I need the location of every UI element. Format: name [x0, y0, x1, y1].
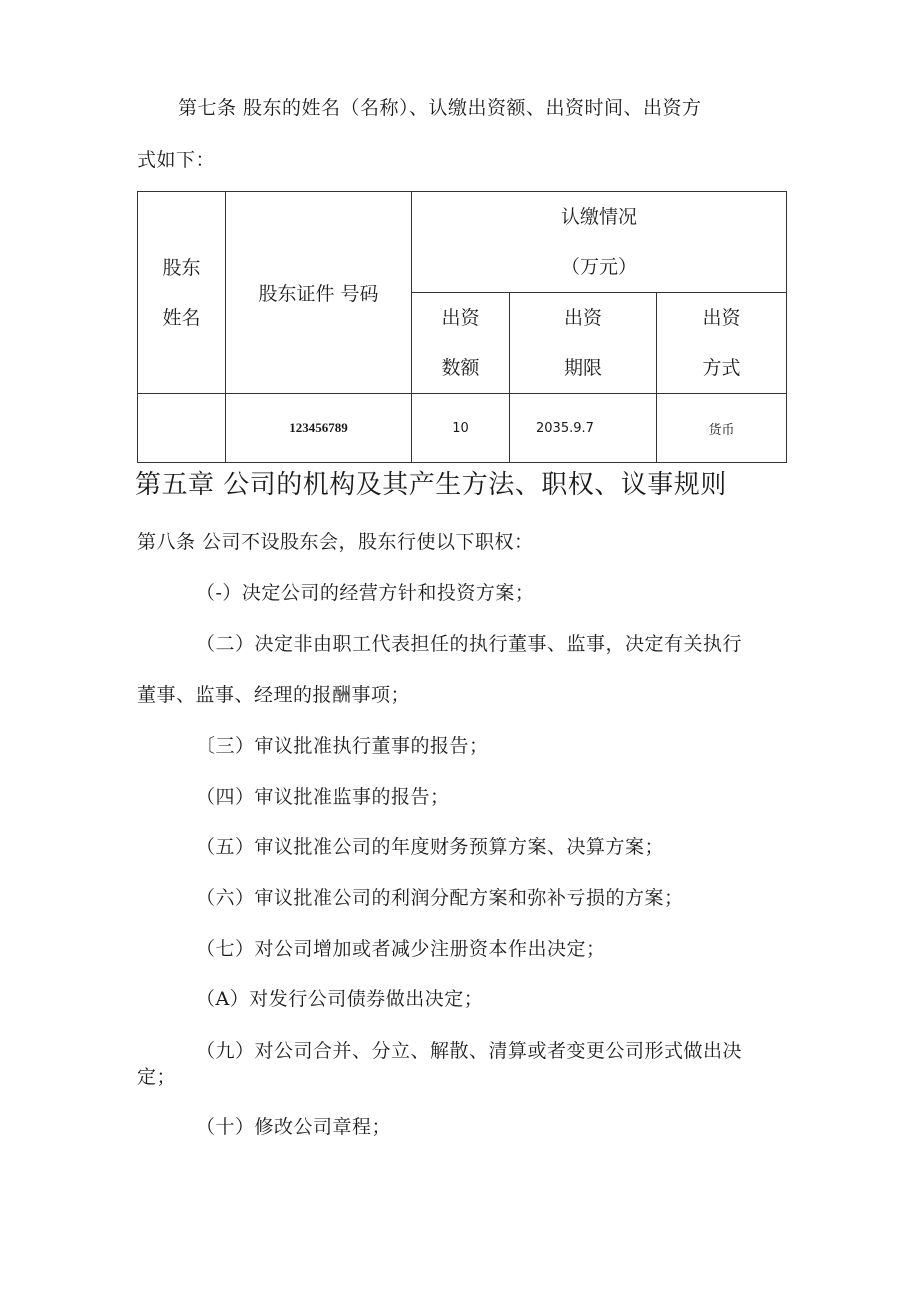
header-subscription: 认缴情况 （万元）	[412, 192, 787, 293]
cell-method: 货币	[657, 394, 787, 463]
article-8-item-8: （A）对发行公司债券做出决定；	[196, 988, 484, 1010]
article-7-line-2: 式如下：	[137, 149, 216, 171]
article-8-intro: 第八条 公司不设股东会，股东行使以下职权：	[137, 531, 534, 553]
article-8-item-2: （二）决定非由职工代表担任的执行董事、监事，决定有关执行	[196, 633, 743, 655]
article-8-item-10: （十）修改公司章程；	[196, 1116, 392, 1138]
article-8-item-6: （六）审议批准公司的利润分配方案和弥补亏损的方案；	[196, 887, 684, 909]
shareholder-table	[137, 191, 787, 463]
article-8-item-2-cont: 董事、监事、经理的报酬事项；	[137, 684, 411, 706]
article-8-item-4: （四）审议批准监事的报告；	[196, 786, 450, 808]
cell-amount: 10	[412, 394, 510, 463]
article-8-item-7: （七）对公司增加或者减少注册资本作出决定；	[196, 938, 606, 960]
header-shareholder-name: 股东 姓名	[138, 192, 226, 394]
header-method: 出资 方式	[657, 293, 787, 394]
header-id-number: 股东证件 号码	[226, 192, 412, 394]
table-header-row-1	[138, 192, 787, 293]
article-8-item-1: （-）决定公司的经营方针和投资方案；	[196, 582, 535, 604]
article-8-item-9: （九）对公司合并、分立、解散、清算或者变更公司形式做出决	[196, 1040, 743, 1062]
header-amount: 出资 数额	[412, 293, 510, 394]
article-7-line-1: 第七条 股东的姓名（名称）、认缴出资额、出资时间、出资方	[178, 97, 702, 119]
cell-term: 2035.9.7	[510, 394, 657, 463]
chapter-5-title: 第五章 公司的机构及其产生方法、职权、议事规则	[135, 470, 727, 500]
cell-name	[138, 394, 226, 463]
header-term: 出资 期限	[510, 293, 657, 394]
cell-id-number: 123456789	[226, 394, 412, 463]
article-8-item-3: 〔三）审议批准执行董事的报告；	[196, 735, 489, 757]
article-8-item-9-cont: 定；	[137, 1066, 177, 1088]
table-row	[138, 394, 787, 463]
article-8-item-5: （五）审议批准公司的年度财务预算方案、决算方案；	[196, 836, 665, 858]
